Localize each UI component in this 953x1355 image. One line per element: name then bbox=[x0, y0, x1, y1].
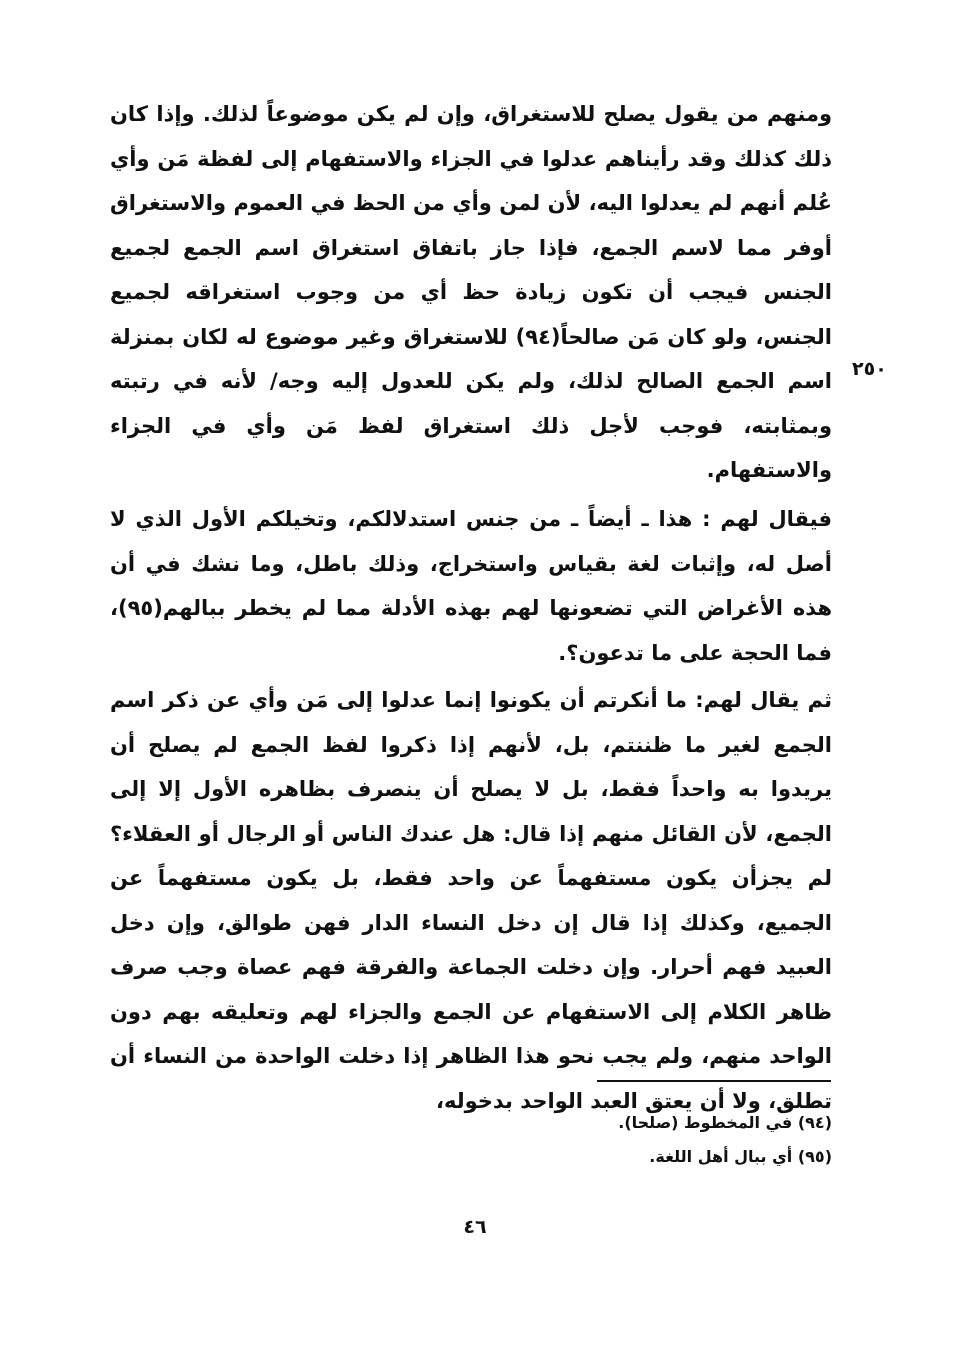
footnote-95: (٩٥) أي ببال أهل اللغة. bbox=[649, 1147, 832, 1166]
paragraph-2 bbox=[110, 497, 832, 675]
footnote-94: (٩٤) في المخطوط (صلحا). bbox=[618, 1113, 832, 1132]
footnote-divider bbox=[597, 1080, 831, 1082]
paragraph-3 bbox=[110, 678, 832, 1123]
footnotes bbox=[500, 1106, 832, 1174]
paragraph-text: ثم يقال لهم: ما أنكرتم أن يكونوا إنما عدلوا إلى مَن وأي عن ذكر اسم الجمع لغير ما ظننتم، بل، لأنهم إذا ذكروا لفظ الجمع لم يصلح أن يريدوا به واحداً فقط، بل لا يصلح أن ينصرف بظاهره الأول إلا إلى الجمع، لأن القائل منهم إذا قال: هل عندك الناس أو الرجال أو العقلاء؟ لم يجزأن يكون مستفهماً عن واحد فقط، بل يكون مستفهماً عن الجميع، وكذلك إذا قال إن دخل النساء الدار فهن طوالق، وإن دخل العبيد فهم أحرار. وإن دخلت الجماعة والفرقة فهم عصاة وجب صرف ظاهر الكلام إلى الاستفهام عن الجمع والجزاء لهم وتعليقه بهم دون الواحد منهم، ولم يجب نحو هذا الظاهر إذا دخلت الواحدة من النساء أن تطلق، ولا أن يعتق العبد الواحد بدخوله، bbox=[110, 688, 832, 1113]
paragraph-text: فيقال لهم : هذا ـ أيضاً ـ من جنس استدلالكم، وتخيلكم الأول الذي لا أصل له، وإثبات لغة بقياس واستخراج، وذلك باطل، وما نشك في أن هذه الأغراض التي تضعونها لهم بهذه الأدلة مما لم يخطر ببالهم(٩٥)، فما الحجة على ما تدعون؟. bbox=[110, 507, 832, 665]
paragraph-1 bbox=[110, 92, 832, 493]
page-number: ٤٦ bbox=[463, 1216, 487, 1238]
paragraph-text: ومنهم من يقول يصلح للاستغراق، وإن لم يكن موضوعاً لذلك. وإذا كان ذلك كذلك وقد رأيناهم عدلوا في الجزاء والاستفهام إلى لفظة مَن وأي عُلم أنهم لم يعدلوا اليه، لأن لمن وأي من الحظ في العموم والاستغراق أوفر مما لاسم الجمع، فإذا جاز باتفاق استغراق اسم الجمع لجميع الجنس فيجب أن تكون زيادة حظ أي من وجوب استغراقه لجميع الجنس، ولو كان مَن صالحاً(٩٤) للاستغراق وغير موضوع له لكان بمنزلة اسم الجمع الصالح لذلك، ولم يكن للعدول إليه وجه/ لأنه في رتبته وبمثابته، فوجب لأجل ذلك استغراق لفظ مَن وأي في الجزاء والاستفهام. bbox=[110, 102, 832, 482]
margin-folio-number: ٢٥٠ bbox=[852, 358, 887, 380]
